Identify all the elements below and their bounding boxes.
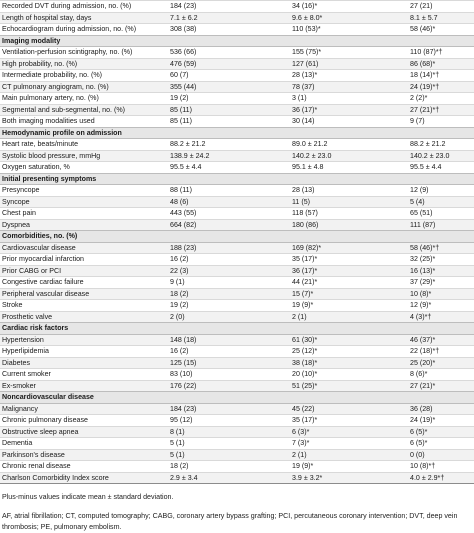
table-row [0,438,474,450]
cell-group-3: 27 (21)* [408,380,474,392]
cell-group-3: 0 (0) [408,449,474,461]
cell-group-2: 36 (17)* [290,265,408,277]
table-row [0,277,474,289]
cell-group-3: 24 (19)* [408,415,474,427]
cell-all-patients: 60 (7) [168,70,290,82]
section-header-row [0,127,474,139]
cell-all-patients: 5 (1) [168,449,290,461]
cell-group-3: 111 (87) [408,219,474,231]
table-row [0,300,474,312]
footnote-mean-sd: Plus-minus values indicate mean ± standard deviation. [2,493,174,501]
cell-group-3: 12 (9)* [408,300,474,312]
cell-group-2: 19 (9)* [290,461,408,473]
row-label: Obstructive sleep apnea [0,426,168,438]
cell-group-2: 19 (9)* [290,300,408,312]
table-row [0,415,474,427]
cell-all-patients: 138.9 ± 24.2 [168,150,290,162]
cell-all-patients: 536 (66) [168,47,290,59]
row-label: Length of hospital stay, days [0,12,168,24]
table-row [0,70,474,82]
cell-group-3: 12 (9) [408,185,474,197]
row-label: CT pulmonary angiogram, no. (%) [0,81,168,93]
cell-group-3: 25 (20)* [408,357,474,369]
cell-group-3: 65 (51) [408,208,474,220]
row-label: Malignancy [0,403,168,415]
table-row [0,449,474,461]
cell-group-3: 18 (14)*† [408,70,474,82]
cell-group-3: 9 (7) [408,116,474,128]
cell-all-patients: 476 (59) [168,58,290,70]
table-row [0,58,474,70]
section-header-row [0,323,474,335]
cell-all-patients: 355 (44) [168,81,290,93]
row-label: Ex-smoker [0,380,168,392]
cell-group-2: 78 (37) [290,81,408,93]
cell-group-3: 4.0 ± 2.9*† [408,472,474,484]
cell-group-3: 46 (37)* [408,334,474,346]
cell-group-3: 110 (87)*† [408,47,474,59]
cell-all-patients: 184 (23) [168,403,290,415]
cell-group-2: 2 (1) [290,449,408,461]
cell-all-patients: 176 (22) [168,380,290,392]
section-header-row [0,231,474,243]
table-row [0,242,474,254]
row-label: Hyperlipidemia [0,346,168,358]
cell-group-3: 58 (46)* [408,24,474,36]
cell-group-2: 180 (86) [290,219,408,231]
cell-all-patients: 85 (11) [168,104,290,116]
cell-all-patients: 8 (1) [168,426,290,438]
cell-all-patients: 125 (15) [168,357,290,369]
table-row [0,403,474,415]
cell-all-patients: 184 (23) [168,1,290,13]
row-label: Segmental and sub-segmental, no. (%) [0,104,168,116]
cell-all-patients: 19 (2) [168,300,290,312]
cell-group-2: 38 (18)* [290,357,408,369]
section-header-row [0,173,474,185]
cell-group-2: 20 (10)* [290,369,408,381]
table-row [0,24,474,36]
cell-group-2: 35 (17)* [290,254,408,266]
table-row [0,311,474,323]
cell-group-2: 35 (17)* [290,415,408,427]
row-label: Chest pain [0,208,168,220]
table-row [0,369,474,381]
cell-all-patients: 16 (2) [168,254,290,266]
table-row [0,265,474,277]
cell-all-patients: 2 (0) [168,311,290,323]
table-row [0,196,474,208]
cell-group-2: 44 (21)* [290,277,408,289]
cell-group-2: 3.9 ± 3.2* [290,472,408,484]
cell-all-patients: 16 (2) [168,346,290,358]
cell-group-2: 3 (1) [290,93,408,105]
cell-group-3: 8.1 ± 5.7 [408,12,474,24]
cell-group-3: 22 (18)*† [408,346,474,358]
table-row [0,81,474,93]
cell-group-3: 27 (21) [408,1,474,13]
row-label: Current smoker [0,369,168,381]
cell-all-patients: 18 (2) [168,288,290,300]
cell-group-2: 51 (25)* [290,380,408,392]
cell-group-2: 28 (13)* [290,70,408,82]
cell-all-patients: 22 (3) [168,265,290,277]
table-row [0,12,474,24]
row-label: Cardiovascular disease [0,242,168,254]
cell-group-3: 24 (19)*† [408,81,474,93]
cell-group-2: 7 (3)* [290,438,408,450]
table-footnotes [0,484,474,533]
row-label: Dementia [0,438,168,450]
row-label: Main pulmonary artery, no. (%) [0,93,168,105]
row-label: Dyspnea [0,219,168,231]
cell-group-2: 118 (57) [290,208,408,220]
cell-group-2: 155 (75)* [290,47,408,59]
cell-group-2: 110 (53)* [290,24,408,36]
row-label: Hypertension [0,334,168,346]
cell-group-2: 34 (16)* [290,1,408,13]
row-label: Stroke [0,300,168,312]
cell-all-patients: 148 (18) [168,334,290,346]
table-row [0,334,474,346]
section-header-row [0,392,474,404]
cell-group-3: 4 (3)*† [408,311,474,323]
cell-group-3: 10 (8)* [408,288,474,300]
cell-group-3: 27 (21)*† [408,104,474,116]
cell-group-3: 86 (68)* [408,58,474,70]
cell-group-2: 9.6 ± 8.0* [290,12,408,24]
cell-all-patients: 2.9 ± 3.4 [168,472,290,484]
cell-group-3: 2 (2)* [408,93,474,105]
table-row [0,116,474,128]
row-label: Congestive cardiac failure [0,277,168,289]
row-label: Syncope [0,196,168,208]
cell-group-3: 140.2 ± 23.0 [408,150,474,162]
table-row [0,150,474,162]
table-row [0,1,474,13]
row-label: Echocardiogram during admission, no. (%) [0,24,168,36]
cell-group-2: 127 (61) [290,58,408,70]
cell-group-2: 25 (12)* [290,346,408,358]
row-label: Prosthetic valve [0,311,168,323]
table-row [0,426,474,438]
cell-group-3: 8 (6)* [408,369,474,381]
cell-group-3: 88.2 ± 21.2 [408,139,474,151]
table-row [0,93,474,105]
section-title: Imaging modality [0,35,474,47]
cell-group-2: 11 (5) [290,196,408,208]
table-row [0,357,474,369]
row-label: Heart rate, beats/minute [0,139,168,151]
section-header-row [0,35,474,47]
row-label: Intermediate probability, no. (%) [0,70,168,82]
row-label: Ventilation-perfusion scintigraphy, no. (%) [0,47,168,59]
row-label: Prior CABG or PCI [0,265,168,277]
row-label: High probability, no. (%) [0,58,168,70]
cell-all-patients: 5 (1) [168,438,290,450]
table-row [0,208,474,220]
cell-group-2: 45 (22) [290,403,408,415]
row-label: Both imaging modalities used [0,116,168,128]
cell-group-3: 5 (4) [408,196,474,208]
cell-group-3: 95.5 ± 4.4 [408,162,474,174]
table-row [0,288,474,300]
row-label: Systolic blood pressure, mmHg [0,150,168,162]
table-row [0,346,474,358]
row-label: Parkinson's disease [0,449,168,461]
row-label: Prior myocardial infarction [0,254,168,266]
footnote-abbreviations: AF, atrial fibrillation; CT, computed tomography; CABG, coronary artery bypass grafting; PCI, percutaneous coronary intervention; DVT, deep vein thrombosis; PE, pulmonary embolism. [2,512,458,531]
section-title: Noncardiovascular disease [0,392,474,404]
cell-group-2: 6 (3)* [290,426,408,438]
cell-all-patients: 95.5 ± 4.4 [168,162,290,174]
table-row [0,162,474,174]
section-title: Initial presenting symptoms [0,173,474,185]
row-label: Presyncope [0,185,168,197]
cell-all-patients: 443 (55) [168,208,290,220]
table-row [0,139,474,151]
section-title: Cardiac risk factors [0,323,474,335]
cell-all-patients: 88.2 ± 21.2 [168,139,290,151]
cell-group-2: 36 (17)* [290,104,408,116]
table-row [0,47,474,59]
cell-all-patients: 664 (82) [168,219,290,231]
cell-group-2: 30 (14) [290,116,408,128]
cell-all-patients: 85 (11) [168,116,290,128]
cell-group-3: 10 (8)*† [408,461,474,473]
row-label: Oxygen saturation, % [0,162,168,174]
cell-group-3: 37 (29)* [408,277,474,289]
table-row [0,219,474,231]
cell-group-2: 15 (7)* [290,288,408,300]
table-row [0,461,474,473]
cell-group-2: 28 (13) [290,185,408,197]
row-label: Chronic pulmonary disease [0,415,168,427]
section-title: Comorbidities, no. (%) [0,231,474,243]
cell-all-patients: 9 (1) [168,277,290,289]
cell-group-3: 36 (28) [408,403,474,415]
cell-all-patients: 83 (10) [168,369,290,381]
table-row [0,380,474,392]
table-row [0,185,474,197]
cell-group-2: 2 (1) [290,311,408,323]
table-body [0,1,474,484]
section-title: Hemodynamic profile on admission [0,127,474,139]
cell-all-patients: 7.1 ± 6.2 [168,12,290,24]
row-label: Chronic renal disease [0,461,168,473]
table-row [0,254,474,266]
cell-group-3: 32 (25)* [408,254,474,266]
cell-group-3: 16 (13)* [408,265,474,277]
cell-group-2: 169 (82)* [290,242,408,254]
cell-all-patients: 88 (11) [168,185,290,197]
cell-group-3: 6 (5)* [408,438,474,450]
row-label: Recorded DVT during admission, no. (%) [0,1,168,13]
cell-all-patients: 18 (2) [168,461,290,473]
cell-all-patients: 308 (38) [168,24,290,36]
row-label: Diabetes [0,357,168,369]
cell-all-patients: 95 (12) [168,415,290,427]
cell-group-2: 61 (30)* [290,334,408,346]
cell-group-3: 58 (46)*† [408,242,474,254]
cell-group-2: 89.0 ± 21.2 [290,139,408,151]
table-row [0,104,474,116]
cell-group-2: 95.1 ± 4.8 [290,162,408,174]
cell-group-3: 6 (5)* [408,426,474,438]
cell-group-2: 140.2 ± 23.0 [290,150,408,162]
cell-all-patients: 48 (6) [168,196,290,208]
cell-all-patients: 188 (23) [168,242,290,254]
row-label: Peripheral vascular disease [0,288,168,300]
cell-all-patients: 19 (2) [168,93,290,105]
row-label: Charlson Comorbidity Index score [0,472,168,484]
